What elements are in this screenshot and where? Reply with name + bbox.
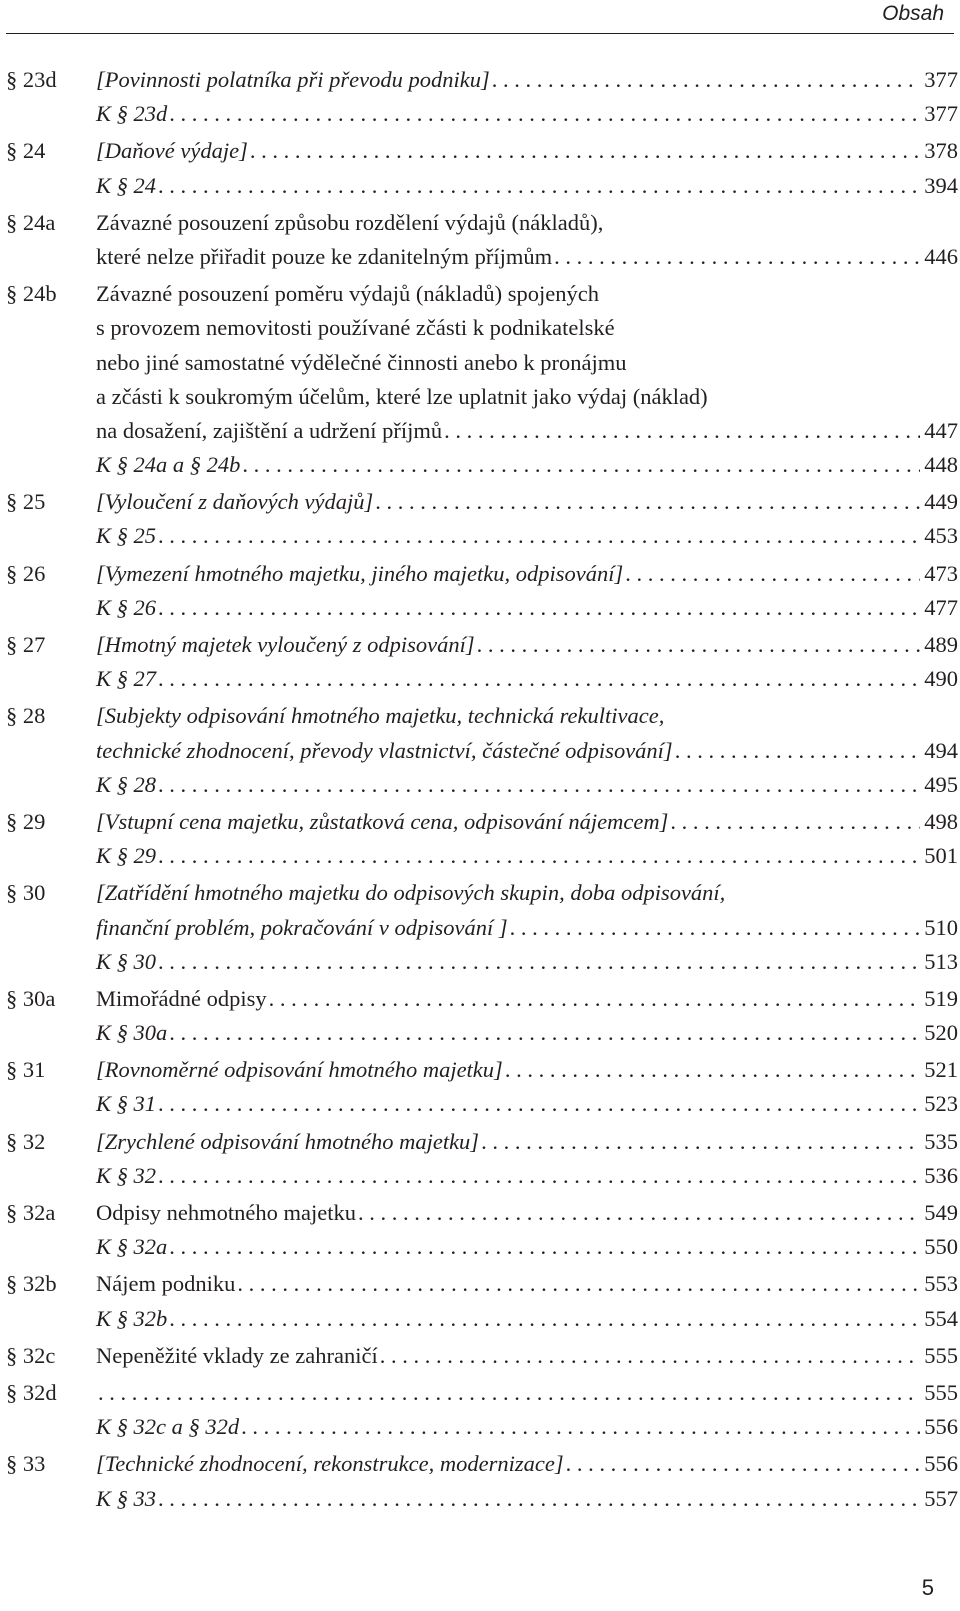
toc-title: [Zatřídění hmotného majetku do odpisových skupin, doba odpisování,: [96, 880, 726, 906]
toc-title: nebo jiné samostatné výdělečné činnosti anebo k pronájmu: [96, 349, 627, 375]
section-number: § 29: [6, 808, 46, 834]
dot-leader: [477, 628, 921, 662]
toc-title: K § 27: [96, 666, 157, 692]
toc-title: [Rovnoměrné odpisování hmotného majetku]: [96, 1057, 503, 1083]
toc-line: [6, 628, 958, 662]
dot-leader: [158, 768, 920, 802]
toc-line: [6, 519, 958, 553]
toc-title: K § 31: [96, 1091, 157, 1117]
toc-line-body: [96, 628, 958, 662]
toc-line: [6, 380, 958, 414]
page-ref: 448: [924, 452, 958, 478]
section-number: § 33: [6, 1451, 46, 1477]
toc-line: [6, 699, 958, 733]
toc-line-body: [96, 945, 958, 979]
dot-leader: [675, 734, 921, 768]
page-ref: 535: [924, 1128, 958, 1154]
dot-leader: [158, 1159, 920, 1193]
toc-title: K § 28: [96, 771, 157, 797]
toc-title: [Vymezení hmotného majetku, jiného majetku, odpisování]: [96, 560, 624, 586]
dot-leader: [492, 63, 921, 97]
section-number: § 30: [6, 880, 46, 906]
toc-line: [6, 414, 958, 448]
toc-title: K § 24: [96, 172, 157, 198]
page-ref: 513: [924, 948, 958, 974]
section-number: § 32a: [6, 1200, 56, 1225]
page-ref: 498: [924, 808, 958, 834]
toc-line-body: [96, 1159, 958, 1193]
dot-leader: [241, 1410, 920, 1444]
dot-leader: [158, 839, 920, 873]
toc-entry: [6, 1447, 958, 1515]
toc-line-body: [96, 699, 958, 733]
dot-leader: [237, 1267, 920, 1301]
page-ref: 555: [924, 1342, 958, 1368]
toc-line: [6, 591, 958, 625]
toc-title: Závazné posouzení poměru výdajů (nákladů) spojených: [96, 281, 599, 307]
toc-entry: [6, 134, 958, 202]
page-ref: 453: [924, 523, 958, 549]
dot-leader: [158, 169, 920, 203]
toc-line-body: [96, 414, 958, 448]
toc-line-body: [96, 911, 958, 945]
dot-leader: [554, 240, 920, 274]
toc-title: [Povinnosti polatníka při převodu podniku]: [96, 67, 490, 92]
toc-line-body: [96, 839, 958, 873]
dot-leader: [380, 1339, 921, 1373]
toc-line: [6, 1053, 958, 1087]
page-ref: 520: [924, 1020, 958, 1046]
toc-line: [6, 1482, 958, 1516]
toc-line: [6, 346, 958, 380]
toc-line: [6, 1339, 958, 1373]
toc-line: [6, 557, 958, 591]
dot-leader: [98, 1376, 920, 1410]
toc-line-body: [96, 240, 958, 274]
section-number: § 23d: [6, 67, 57, 92]
dot-leader: [158, 1482, 920, 1516]
page-ref: 556: [924, 1451, 958, 1477]
toc-title: které nelze přiřadit pouze ke zdanitelným příjmům: [96, 243, 553, 269]
dot-leader: [158, 519, 920, 553]
toc-line-body: [96, 206, 958, 240]
toc-line: [6, 277, 958, 311]
page-ref: 447: [924, 417, 958, 443]
toc-line-body: [96, 805, 958, 839]
dot-leader: [242, 448, 920, 482]
toc-line: [6, 1125, 958, 1159]
page-ref: 523: [924, 1091, 958, 1117]
page-ref: 549: [924, 1200, 958, 1225]
dot-leader: [566, 1447, 921, 1481]
toc-title: Nájem podniku: [96, 1271, 236, 1297]
toc-line: [6, 1159, 958, 1193]
toc-line-body: [96, 591, 958, 625]
toc-title: K § 32b: [96, 1305, 168, 1331]
toc-line-body: [96, 1267, 958, 1301]
page-ref: 536: [924, 1162, 958, 1188]
toc-line-body: [96, 1482, 958, 1516]
dot-leader: [269, 982, 921, 1016]
toc-line: [6, 134, 958, 168]
toc-title: s provozem nemovitosti používané zčásti k podnikatelské: [96, 315, 615, 341]
page-ref: 494: [924, 737, 958, 763]
toc-line: [6, 485, 958, 519]
toc-entry: [6, 805, 958, 873]
section-number: § 31: [6, 1057, 46, 1083]
page-ref: 446: [924, 243, 958, 269]
dot-leader: [158, 945, 920, 979]
toc-title: Mimořádné odpisy: [96, 985, 267, 1011]
toc-line-body: [96, 1087, 958, 1121]
toc-line: [6, 662, 958, 696]
toc-line: [6, 876, 958, 910]
toc-line-body: [96, 1196, 958, 1230]
dot-leader: [625, 557, 920, 591]
toc-line-body: [96, 1302, 958, 1336]
dot-leader: [505, 1053, 920, 1087]
section-number: § 32b: [6, 1271, 57, 1297]
toc-line: [6, 1230, 958, 1264]
section-number: § 24a: [6, 209, 56, 235]
dot-leader: [169, 1302, 920, 1336]
toc-line-body: [96, 311, 958, 345]
toc-title: Nepeněžité vklady ze zahraničí: [96, 1342, 378, 1368]
toc-line: [6, 206, 958, 240]
toc-line: [6, 805, 958, 839]
header-rule: [6, 33, 954, 34]
page-ref: 477: [924, 594, 958, 620]
page-ref: 519: [924, 985, 958, 1011]
dot-leader: [481, 1125, 920, 1159]
toc-line: [6, 1267, 958, 1301]
toc-title: K § 32a: [96, 1234, 168, 1260]
running-head: Obsah: [882, 2, 944, 25]
toc-line: [6, 945, 958, 979]
page-ref: 557: [924, 1485, 958, 1511]
toc-line-body: [96, 1410, 958, 1444]
page-ref: 377: [924, 101, 958, 127]
section-number: § 30a: [6, 985, 56, 1011]
toc-title: [Hmotný majetek vyloučený z odpisování]: [96, 632, 475, 657]
toc-line: [6, 311, 958, 345]
toc-title: K § 23d: [96, 101, 168, 127]
toc-title: K § 30a: [96, 1020, 168, 1046]
page-ref: 377: [924, 67, 958, 92]
toc-line-body: [96, 662, 958, 696]
table-of-contents: [6, 63, 958, 1519]
toc-entry: [6, 628, 958, 696]
toc-entry: [6, 206, 958, 274]
toc-entry: [6, 1196, 958, 1264]
toc-title: [Zrychlené odpisování hmotného majetku]: [96, 1128, 480, 1154]
toc-line-body: [96, 982, 958, 1016]
section-number: § 32d: [6, 1379, 57, 1405]
dot-leader: [444, 414, 920, 448]
toc-title: K § 32: [96, 1162, 157, 1188]
dot-leader: [169, 1230, 920, 1264]
toc-title: Závazné posouzení způsobu rozdělení výdajů (nákladů),: [96, 209, 604, 235]
toc-title: K § 29: [96, 843, 157, 869]
dot-leader: [250, 134, 920, 168]
toc-line: [6, 1410, 958, 1444]
page-ref: 555: [924, 1379, 958, 1405]
page-ref: 521: [924, 1057, 958, 1083]
toc-line: [6, 448, 958, 482]
toc-line: [6, 240, 958, 274]
toc-line: [6, 1196, 958, 1230]
toc-line-body: [96, 1016, 958, 1050]
page-ref: 501: [924, 843, 958, 869]
page-ref: 556: [924, 1414, 958, 1440]
toc-line-body: [96, 448, 958, 482]
section-number: § 25: [6, 489, 46, 515]
page-ref: 495: [924, 771, 958, 797]
section-number: § 32c: [6, 1342, 56, 1368]
section-number: § 24: [6, 138, 46, 164]
toc-entry: [6, 1053, 958, 1121]
dot-leader: [670, 805, 920, 839]
toc-line-body: [96, 734, 958, 768]
toc-entry: [6, 876, 958, 979]
page-number: 5: [921, 1575, 934, 1600]
toc-entry: [6, 557, 958, 625]
toc-entry: [6, 1125, 958, 1193]
toc-line-body: [96, 1230, 958, 1264]
toc-line: [6, 97, 958, 131]
page-ref: 394: [924, 172, 958, 198]
toc-line-body: [96, 346, 958, 380]
toc-line-body: [96, 485, 958, 519]
page-ref: 510: [924, 914, 958, 940]
toc-line-body: [96, 519, 958, 553]
toc-line: [6, 768, 958, 802]
toc-line-body: [96, 1447, 958, 1481]
toc-entry: [6, 1339, 958, 1373]
section-number: § 26: [6, 560, 46, 586]
toc-entry: [6, 982, 958, 1050]
toc-line-body: [96, 1376, 958, 1410]
toc-title: finanční problém, pokračování v odpisování ]: [96, 914, 508, 940]
toc-title: [Vstupní cena majetku, zůstatková cena, odpisování nájemcem]: [96, 808, 669, 834]
toc-entry: [6, 1267, 958, 1335]
toc-title: Odpisy nehmotného majetku: [96, 1200, 356, 1225]
toc-title: a zčásti k soukromým účelům, které lze uplatnit jako výdaj (náklad): [96, 383, 708, 409]
toc-line-body: [96, 169, 958, 203]
dot-leader: [510, 911, 921, 945]
toc-line-body: [96, 380, 958, 414]
toc-title: K § 26: [96, 594, 157, 620]
toc-entry: [6, 1376, 958, 1444]
page-ref: 554: [924, 1305, 958, 1331]
toc-line: [6, 911, 958, 945]
toc-title: na dosažení, zajištění a udržení příjmů: [96, 417, 443, 443]
toc-entry: [6, 277, 958, 482]
toc-line: [6, 169, 958, 203]
toc-line: [6, 1376, 958, 1410]
toc-title: K § 33: [96, 1485, 157, 1511]
toc-entry: [6, 699, 958, 802]
toc-entry: [6, 63, 958, 131]
dot-leader: [358, 1196, 920, 1230]
toc-line-body: [96, 63, 958, 97]
toc-line-body: [96, 134, 958, 168]
toc-title: [Subjekty odpisování hmotného majetku, technická rekultivace,: [96, 703, 665, 729]
section-number: § 32: [6, 1128, 46, 1154]
toc-line-body: [96, 1053, 958, 1087]
toc-line: [6, 1302, 958, 1336]
dot-leader: [169, 97, 920, 131]
page-ref: 490: [924, 666, 958, 692]
page-ref: 449: [924, 489, 958, 515]
toc-line-body: [96, 1339, 958, 1373]
toc-title: K § 30: [96, 948, 157, 974]
page-ref: 550: [924, 1234, 958, 1260]
toc-line: [6, 734, 958, 768]
toc-line-body: [96, 277, 958, 311]
toc-line: [6, 839, 958, 873]
toc-line: [6, 1016, 958, 1050]
page-ref: 473: [924, 560, 958, 586]
dot-leader: [158, 1087, 920, 1121]
toc-title: technické zhodnocení, převody vlastnictví, částečné odpisování]: [96, 737, 673, 763]
toc-title: [Daňové výdaje]: [96, 138, 248, 164]
dot-leader: [169, 1016, 920, 1050]
dot-leader: [158, 662, 920, 696]
toc-line: [6, 1087, 958, 1121]
page-ref: 553: [924, 1271, 958, 1297]
dot-leader: [375, 485, 920, 519]
section-number: § 24b: [6, 281, 57, 307]
section-number: § 27: [6, 632, 46, 657]
page-ref: 378: [924, 138, 958, 164]
toc-line-body: [96, 876, 958, 910]
page-ref: 489: [924, 632, 958, 657]
section-number: § 28: [6, 703, 46, 729]
toc-line-body: [96, 1125, 958, 1159]
toc-line: [6, 982, 958, 1016]
toc-line-body: [96, 768, 958, 802]
toc-title: K § 24a a § 24b: [96, 452, 241, 478]
toc-line-body: [96, 557, 958, 591]
toc-entry: [6, 485, 958, 553]
toc-line-body: [96, 97, 958, 131]
toc-title: K § 25: [96, 523, 157, 549]
toc-title: K § 32c a § 32d: [96, 1414, 240, 1440]
toc-title: [Technické zhodnocení, rekonstrukce, modernizace]: [96, 1451, 564, 1477]
toc-line: [6, 1447, 958, 1481]
toc-title: [Vyloučení z daňových výdajů]: [96, 489, 374, 515]
toc-line: [6, 63, 958, 97]
dot-leader: [158, 591, 920, 625]
